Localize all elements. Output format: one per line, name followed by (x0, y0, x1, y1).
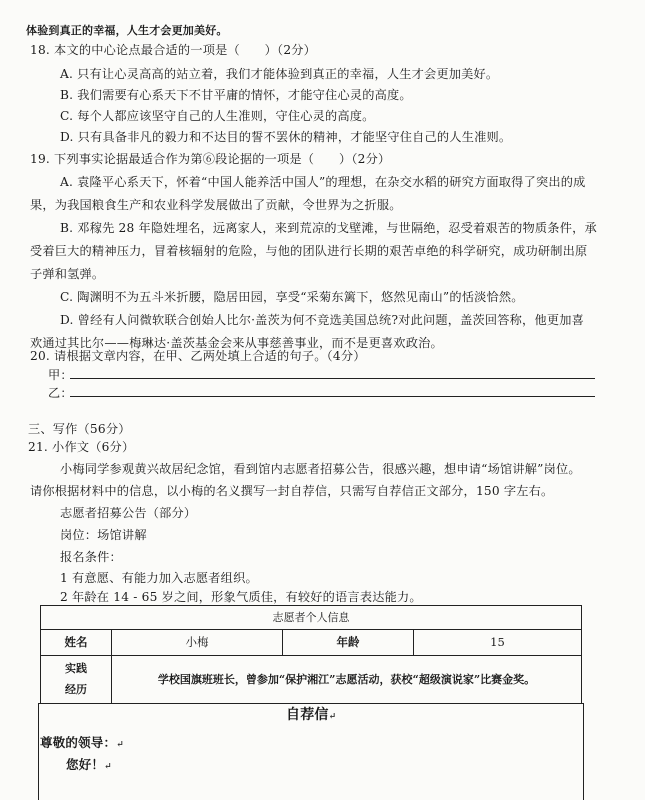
q20-label-jia: 甲： (48, 368, 73, 382)
q20-answer-line-yi[interactable] (70, 396, 595, 397)
letter-salutation (40, 737, 124, 750)
experience-label (41, 656, 112, 704)
volunteer-info-table (40, 605, 582, 704)
q18-option-c: C. 每个人都应该坚守自己的人生准则，守住心灵的高度。 (60, 109, 375, 123)
notice-title: 志愿者招募公告（部分） (60, 506, 197, 520)
age-value: 15 (414, 630, 582, 656)
q18-option-d: D. 只有具备非凡的毅力和不达目的誓不罢休的精神，才能坚守住自己的人生准则。 (60, 130, 512, 144)
q19-option-a-line1: A. 袁隆平心系天下，怀着“中国人能养活中国人”的理想，在杂交水稻的研究方面取得了突出的成 (60, 175, 586, 189)
notice-requirements-title: 报名条件： (60, 550, 122, 564)
q19-option-b-line1: B. 邓稼先 28 年隐姓埋名，远离家人，来到荒凉的戈壁滩，与世隔绝，忍受着艰苦的物质条件，承 (60, 221, 597, 235)
q21-stem: 21. 小作文（6分） (28, 440, 135, 454)
q19-option-a-line2: 果，为我国粮食生产和农业科学发展做出了贡献，令世界为之折服。 (30, 198, 402, 212)
letter-title (286, 708, 336, 722)
q20-label-yi: 乙： (48, 386, 73, 400)
age-label: 年龄 (283, 630, 414, 656)
q18-option-a: A. 只有让心灵高高的站立着，我们才能体验到真正的幸福，人生才会更加美好。 (60, 67, 499, 81)
notice-requirement-2: 2 年龄在 14 - 65 岁之间，形象气质佳，有较好的语言表达能力。 (60, 590, 422, 604)
top-line: 体验到真正的幸福，人生才会更加美好。 (26, 24, 228, 37)
section-title-writing: 三、写作（56分） (28, 422, 131, 436)
letter-title-text: 自荐信 (286, 707, 329, 723)
name-value: 小梅 (112, 630, 283, 656)
name-label: 姓名 (41, 630, 112, 656)
experience-label-line2: 经历 (65, 682, 87, 696)
info-table-title: 志愿者个人信息 (41, 606, 582, 630)
paragraph-mark: ↵ (104, 762, 112, 772)
experience-label-line1: 实践 (65, 661, 87, 675)
q19-option-b-line3: 子弹和氢弹。 (30, 267, 105, 281)
q21-prompt-line1: 小梅同学参观黄兴故居纪念馆，看到馆内志愿者招募公告，很感兴趣，想申请“场馆讲解”岗位。 (60, 462, 581, 476)
notice-requirement-1: 1 有意愿、有能力加入志愿者组织。 (60, 571, 258, 585)
letter-greeting-text: 您好！ (66, 757, 105, 772)
q20-stem: 20. 请根据文章内容，在甲、乙两处填上合适的句子。（4分） (30, 349, 366, 363)
paragraph-mark: ↵ (116, 740, 124, 750)
paragraph-mark: ↵ (328, 712, 337, 722)
q20-answer-line-jia[interactable] (70, 378, 595, 379)
q19-stem: 19. 下列事实论据最适合作为第⑥段论据的一项是（ ）（2分） (30, 152, 391, 166)
q18-option-b: B. 我们需要有心系天下不甘平庸的情怀，才能守住心灵的高度。 (60, 88, 412, 102)
letter-greeting (66, 759, 112, 772)
q18-stem: 18. 本文的中心论点最合适的一项是（ ）（2分） (30, 43, 317, 57)
q19-option-c: C. 陶渊明不为五斗米折腰，隐居田园，享受“采菊东篱下，悠然见南山”的恬淡恰然。 (60, 290, 524, 304)
q19-option-d-line1: D. 曾经有人问微软联合创始人比尔·盖茨为何不竞选美国总统?对此问题，盖茨回答称，他更加喜 (60, 313, 584, 327)
experience-value: 学校国旗班班长，曾参加“保护湘江”志愿活动，获校“超级演说家”比赛金奖。 (112, 656, 582, 704)
q21-prompt-line2: 请你根据材料中的信息，以小梅的名义撰写一封自荐信，只需写自荐信正文部分，150 字左右。 (30, 484, 554, 498)
notice-post: 岗位：场馆讲解 (60, 528, 147, 542)
letter-salutation-text: 尊敬的领导： (40, 735, 117, 750)
q19-option-d-line2: 欢通过其比尔——梅琳达·盖茨基金会来从事慈善事业，而不是更喜欢政治。 (30, 336, 443, 350)
q19-option-b-line2: 受着巨大的精神压力，冒着核辐射的危险，与他的团队进行长期的艰苦卓绝的科学研究，成功研制出原 (30, 244, 588, 258)
